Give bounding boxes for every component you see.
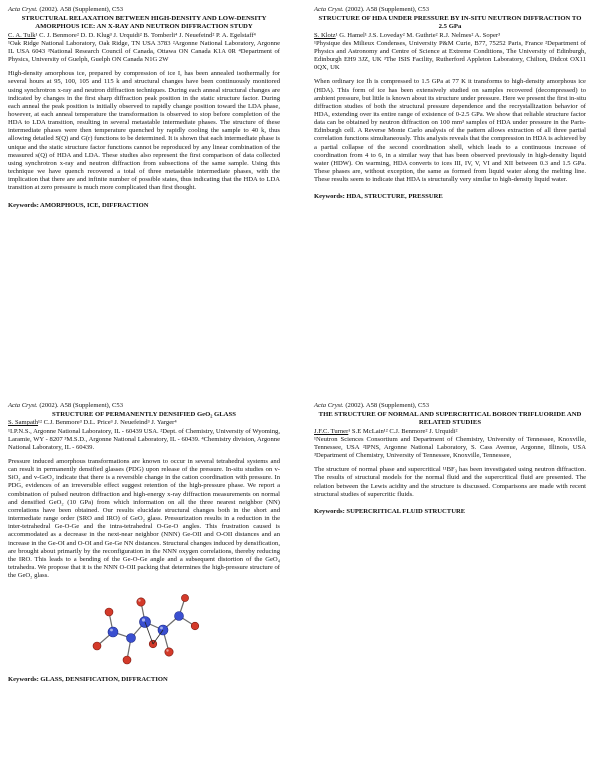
citation-text: (2002). A58 (Supplement), C53 (37, 402, 124, 409)
journal-name: Acta Cryst. (8, 402, 38, 409)
co-authors: ¹ S.E McLain¹² C.J. Benmore² J. Urquidi² (348, 427, 458, 435)
journal-name: Acta Cryst. (8, 6, 38, 13)
co-authors: ¹ C. J. Benmore² D. D. Klug³ J. Urquidi² B. Tomberli⁴ J. Neuefeind² P. A. Egelstaff⁴ (35, 31, 256, 39)
molecular-structure-icon (79, 586, 209, 672)
abstract-title: STRUCTURE OF HDA UNDER PRESSURE BY IN-SITU NEUTRON DIFFRACTION TO 2.5 GPa (318, 15, 582, 31)
abstract-body: The structure of normal phase and supercritical ¹¹BF₃ has been investigated using neutron diffraction. The results of structural models for the normal fluid and the supercritical fluid are presented. The relation between the Lewis acidity and the structure is discussed. Comparisons are made with recent structural studies of supercritic fluids. (314, 466, 586, 498)
co-authors: ¹² C.J. Benmore³ D.L. Price³ J. Neuefeind³ J. Yarger⁴ (38, 419, 177, 427)
abstract-boron-trifluoride (314, 402, 586, 523)
journal-citation (8, 6, 280, 14)
presenting-author: S. Klotz (314, 31, 336, 39)
affiliations: ¹Physique des Milieux Condenses, University P&M Curie, B77, 75252 Paris, France ²Department of Physics and Astronomy and Centre of Science at Extreme Conditions, The University of Edinburgh, Edinburgh EH9 3JZ, UK ³The ISIS Facility, Rutherford Appleton Laboratory, Chilton, Didcot OX11 0QX, UK (314, 39, 586, 72)
journal-citation (314, 402, 586, 410)
author-list (314, 428, 586, 436)
co-authors: ¹ G. Hamel¹ J.S. Loveday² M. Guthrie² R.J. Nelmes² A. Soper³ (335, 31, 501, 39)
presenting-author: C. A. Tulk (8, 31, 36, 39)
author-list (314, 32, 586, 40)
citation-text: (2002). A58 (Supplement), C53 (37, 6, 124, 13)
molecular-structure-figure (79, 586, 209, 672)
abstract-title: STRUCTURE OF PERMANENTLY DENSIFIED GeO₂ GLASS (52, 411, 236, 419)
journal-citation (314, 6, 586, 14)
author-list (8, 32, 280, 40)
keywords: Keywords: AMORPHOUS, ICE, DIFFRACTION (8, 201, 149, 209)
journal-citation (8, 402, 280, 410)
abstract-body: When ordinary ice Ih is compressed to 1.5 GPa at 77 K it transforms to high-density amorphous ice (HDA). This form of ice has been extensively studied on samples recovered (decompressed) to ambient pressure, but little is known about its structure under pressure. Here we present the first in-situ diffraction studies of both the structural pressure dependence and the recrystallization behavior of HDA, extending over its entire range of existence of 0-2.5 GPa. We show that reliable structure factor data can be obtained by neutron diffraction on 100 mm³ samples of HDA under pressure in the Paris-Edinburgh cell. A Reverse Monte Carlo analysis of the pattern allows extraction of all three partial correlation functions simultaneously. This analysis reveals that the compression in HDA is achieved by a partial collapse of the second coordination shell, which leads to a continuous increase of coordination from 4 to 6, in a similar way that has been observed previously in high-density liquid water (HDW). On warming, HDA converts to ices III, IV, V, VI and XII between 0.3 and 1.5 GPa. These phases are, without exception, the same as formed from liquid water along the melting line. These results seem to indicate that HDA is structurally very similar to high-density liquid water. (314, 78, 586, 184)
journal-name: Acta Cryst. (314, 402, 344, 409)
abstract-title: THE STRUCTURE OF NORMAL AND SUPERCRITICAL BORON TRIFLUORIDE AND RELATED STUDIES (318, 411, 582, 427)
abstract-body: Pressure induced amorphous transformations are known to occur in several tetrahedral systems and can result in permanently densified glasses (PDG) upon release of the pressure. In-situ studies on v-SiO₂ and v-GeO₂ indicate that there is a reversible change in the cation coordination with pressure. In PDG, evidences of an irreversible effect suggest retention of the high-pressure phase. We report a combination of pulsed neutron diffraction and high-energy x-ray diffraction measurements on normal and densified GeO₂ (10 GPa) from which information on all the three nearest neighbor (NN) correlations have been obtained. Our results elucidate structural changes both in the short and intermediate range order (SRO and IRO) of GeO₂ glass. Pressurization results in a reduction in the inter-tetrahedral Ge-O-Ge and the intra-tetrahedral O-Ge-O angles. This frustration caused is accommodated as a decrease in the next-near neighbor (NNN) Ge-OII and O-OII distances and an increase in the Ge-OI and O-OI and Ge-Ge NN distances. Structural changes induced by densification, are brought about primarily by the reconfiguration in the NNN oxygen correlations, thereby reducing the IRO. This leads to a bending of the Ge-O-Ge angle and a subsequent distortion of the GeO₄ tetrahedra. We propose that it is the NNN O-OII packing that determines the high-pressure structure of the GeO₂ glass. (8, 457, 280, 580)
keywords: Keywords: SUPERCRITICAL FLUID STRUCTURE (314, 507, 466, 515)
abstract-hda-under-pressure (314, 6, 586, 208)
affiliations: ¹Oak Ridge National Laboratory, Oak Ridge, TN USA 3783 ²Argonne National Laboratory, Argonne IL USA 6043 ³National Research Council of Canada, Ottawa ON Canada K1A 0R ⁴Department of Physics, University of Guelph, Guelph ON Canada N1G 2W (8, 39, 280, 64)
affiliations: ¹I.P.N.S., Argonne National Laboratory, IL - 60439 USA. ²Dept. of Chemistry, University of Wyoming, Laramie, WY - 8207 ³M.S.D., Argonne National Laboratory, IL - 60439. ⁴Chemistry division, Argonne National Laboratory, IL - 60439. (8, 427, 280, 451)
presenting-author: J.F.C. Turner (314, 427, 349, 435)
abstract-body: High-density amorphous ice, prepared by compression of ice I, has been annealed isothermally for several hours at 95, 100, 105 and 115 k and structural changes have been continuously monitored using synchrotron x-ray and neutron diffraction techniques. During each anneal structural changes are indicated by changes in the first sharp diffraction peak position in the static structure factor. During each anneal the peak position is initially observed to rapidly change position toward the LDA phase, however, at each anneal temperature the transformation is observed to stop before completion of the HDA to LDA transition, resulting in several metastable intermediate phases. The structure of these intermediate phases were then temperature quenched by rapidly cooling the sample to 40 k, thus allowing detailed S(Q) and G(r) functions to be determined. It is shown that each intermediate phase is unique and the static structure factor functions cannot be reproduced by any linear combination of the measured s(Q) of HDA and LDA. These studies also represent the first comparison of data collected using synchrotron x-ray and neutron diffraction from subsections of the same sample. Using this technique we have quench recovered a total of three metastable intermediate phases, with the implication that there are and infinite number of possible states, thus indicating that the HDA to LDA transition at zero pressure is much more complicated than first thought. (8, 70, 280, 192)
citation-text: (2002). A58 (Supplement), C53 (343, 6, 430, 13)
citation-text: (2002). A58 (Supplement), C53 (343, 402, 430, 409)
presenting-author: S. Sampath (8, 419, 39, 427)
journal-name: Acta Cryst. (314, 6, 344, 13)
abstract-geo2-glass (8, 402, 280, 691)
abstract-title: STRUCTURAL RELAXATION BETWEEN HIGH-DENSITY AND LOW-DENSITY AMORPHOUS ICE: AN X-RAY AND NEUTRON DIFFRACTION STUDY (21, 15, 267, 31)
author-list (8, 419, 280, 427)
keywords: Keywords: HDA, STRUCTURE, PRESSURE (314, 193, 443, 201)
abstract-structural-relaxation (8, 6, 280, 216)
keywords: Keywords: GLASS, DENSIFICATION, DIFFRACTION (8, 676, 168, 684)
affiliations: ¹Neutron Sciences Consortium and Department of Chemistry, University of Tennessee, Knoxville, Tennessee, USA ²IPNS, Argonne National Laboratory, S. Cass Avenue, Argonne, Illinois, USA ³Department of Chemistry, University of Tennessee, Knoxville, Tennessee, (314, 435, 586, 460)
